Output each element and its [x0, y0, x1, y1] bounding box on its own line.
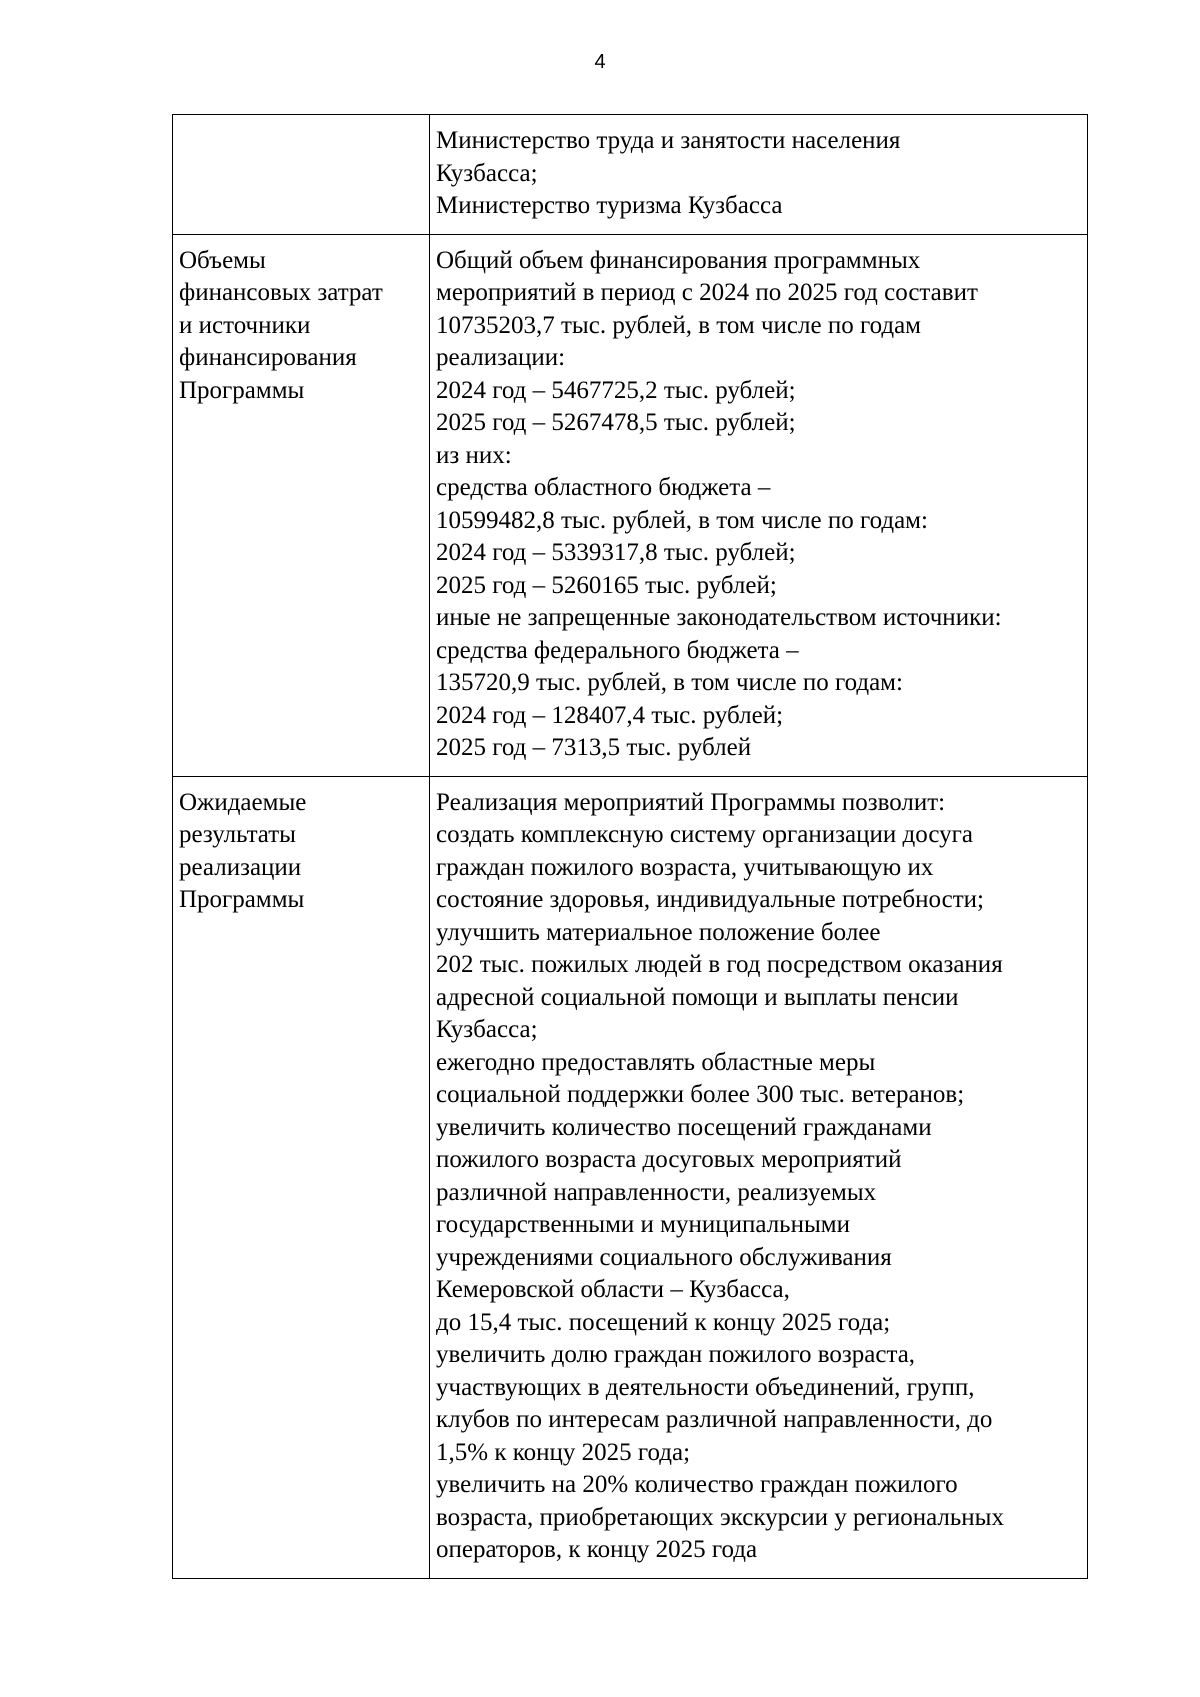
row-value-line: граждан пожилого возраста, учитывающую их — [436, 853, 934, 881]
table-row-expected-results — [173, 776, 1088, 1578]
row-value-line: Министерство труда и занятости населения — [436, 127, 901, 154]
row-value-line: участвующих в деятельности объединений, групп, — [436, 1373, 975, 1401]
row-value-line: 2024 год – 5339317,8 тыс. рублей; — [436, 539, 796, 566]
row-value-line: создать комплексную систему организации досуга — [436, 821, 973, 848]
row-value-line: Кузбасса; — [436, 159, 538, 187]
row-value-line: 2024 год – 128407,4 тыс. рублей; — [436, 701, 784, 729]
row-value-line: Реализация мероприятий Программы позволит: — [436, 788, 946, 816]
row-value-line: состояние здоровья, индивидуальные потребности; — [436, 886, 984, 913]
table-body — [173, 115, 1088, 1579]
row-value-line: увеличить на 20% количество граждан пожилого — [436, 1471, 958, 1498]
row-value-line: 10735203,7 тыс. рублей, в том числе по годам — [436, 311, 921, 339]
row-value-line: клубов по интересам различной направленности, до — [436, 1406, 993, 1433]
row-value-line: средства федерального бюджета – — [436, 636, 799, 664]
row-value-line: Кузбасса; — [436, 1016, 538, 1043]
row-value-line: Министерство туризма Кузбасса — [436, 192, 783, 219]
row-value-line: учреждениями социального обслуживания — [436, 1243, 892, 1271]
row-value-line: средства областного бюджета – — [436, 474, 771, 501]
row-value-line: 1,5% к концу 2025 года; — [436, 1438, 691, 1466]
row-label-line: финансирования — [179, 344, 357, 371]
row-label-line: финансовых затрат — [179, 279, 383, 306]
row-value-line: мероприятий в период с 2024 по 2025 год составит — [436, 279, 978, 306]
row-value-line: 2024 год – 5467725,2 тыс. рублей; — [436, 376, 796, 404]
row-label-line: и источники — [179, 311, 311, 339]
row-value-cell — [430, 234, 1088, 776]
row-value-line: возраста, приобретающих экскурсии у региональных — [436, 1503, 1004, 1531]
row-value-line: социальной поддержки более 300 тыс. ветеранов; — [436, 1081, 965, 1108]
row-label-line: результаты — [179, 821, 296, 848]
row-value-line: операторов, к концу 2025 года — [436, 1536, 758, 1563]
row-value-line: до 15,4 тыс. посещений к концу 2025 года; — [436, 1308, 891, 1336]
row-value-line: улучшить материальное положение более — [436, 918, 881, 946]
row-value-line: 10599482,8 тыс. рублей, в том числе по годам: — [436, 506, 928, 534]
row-label-line: реализации — [179, 853, 302, 881]
row-label-cell — [173, 234, 430, 776]
row-value-cell — [430, 115, 1088, 235]
row-value-line: из них: — [436, 441, 512, 469]
row-value-line: реализации: — [436, 344, 566, 371]
row-label-cell — [173, 776, 430, 1578]
table-row-responsible-executors — [173, 115, 1088, 235]
program-passport-table — [172, 114, 1088, 1579]
row-value-line: 2025 год – 5267478,5 тыс. рублей; — [436, 409, 796, 436]
row-value-cell — [430, 776, 1088, 1578]
row-value-line: 135720,9 тыс. рублей, в том числе по годам: — [436, 669, 903, 696]
row-value-line: государственными и муниципальными — [436, 1211, 850, 1238]
row-value-line: увеличить количество посещений гражданами — [436, 1113, 932, 1141]
page-number: 4 — [594, 51, 606, 73]
row-value-line: 202 тыс. пожилых людей в год посредством оказания — [436, 951, 1003, 978]
row-value-line: различной направленности, реализуемых — [436, 1178, 877, 1206]
row-value-line: пожилого возраста досуговых мероприятий — [436, 1146, 902, 1173]
row-label-line: Объемы — [179, 246, 266, 274]
row-value-line: Кемеровской области – Кузбасса, — [436, 1276, 790, 1303]
row-value-line: адресной социальной помощи и выплаты пенсии — [436, 983, 959, 1011]
row-value-line: Общий объем финансирования программных — [436, 246, 921, 274]
row-label-cell — [173, 115, 430, 235]
row-value-line: увеличить долю граждан пожилого возраста, — [436, 1341, 916, 1368]
row-label-line: Программы — [179, 886, 305, 913]
row-value-line: 2025 год – 7313,5 тыс. рублей — [436, 734, 752, 761]
row-value-line: 2025 год – 5260165 тыс. рублей; — [436, 571, 777, 599]
row-value-line: ежегодно предоставлять областные меры — [436, 1048, 876, 1076]
table-row-financing — [173, 234, 1088, 776]
row-label-line: Ожидаемые — [179, 788, 307, 816]
row-value-line: иные не запрещенные законодательством источники: — [436, 604, 1002, 631]
row-label-line: Программы — [179, 376, 305, 404]
